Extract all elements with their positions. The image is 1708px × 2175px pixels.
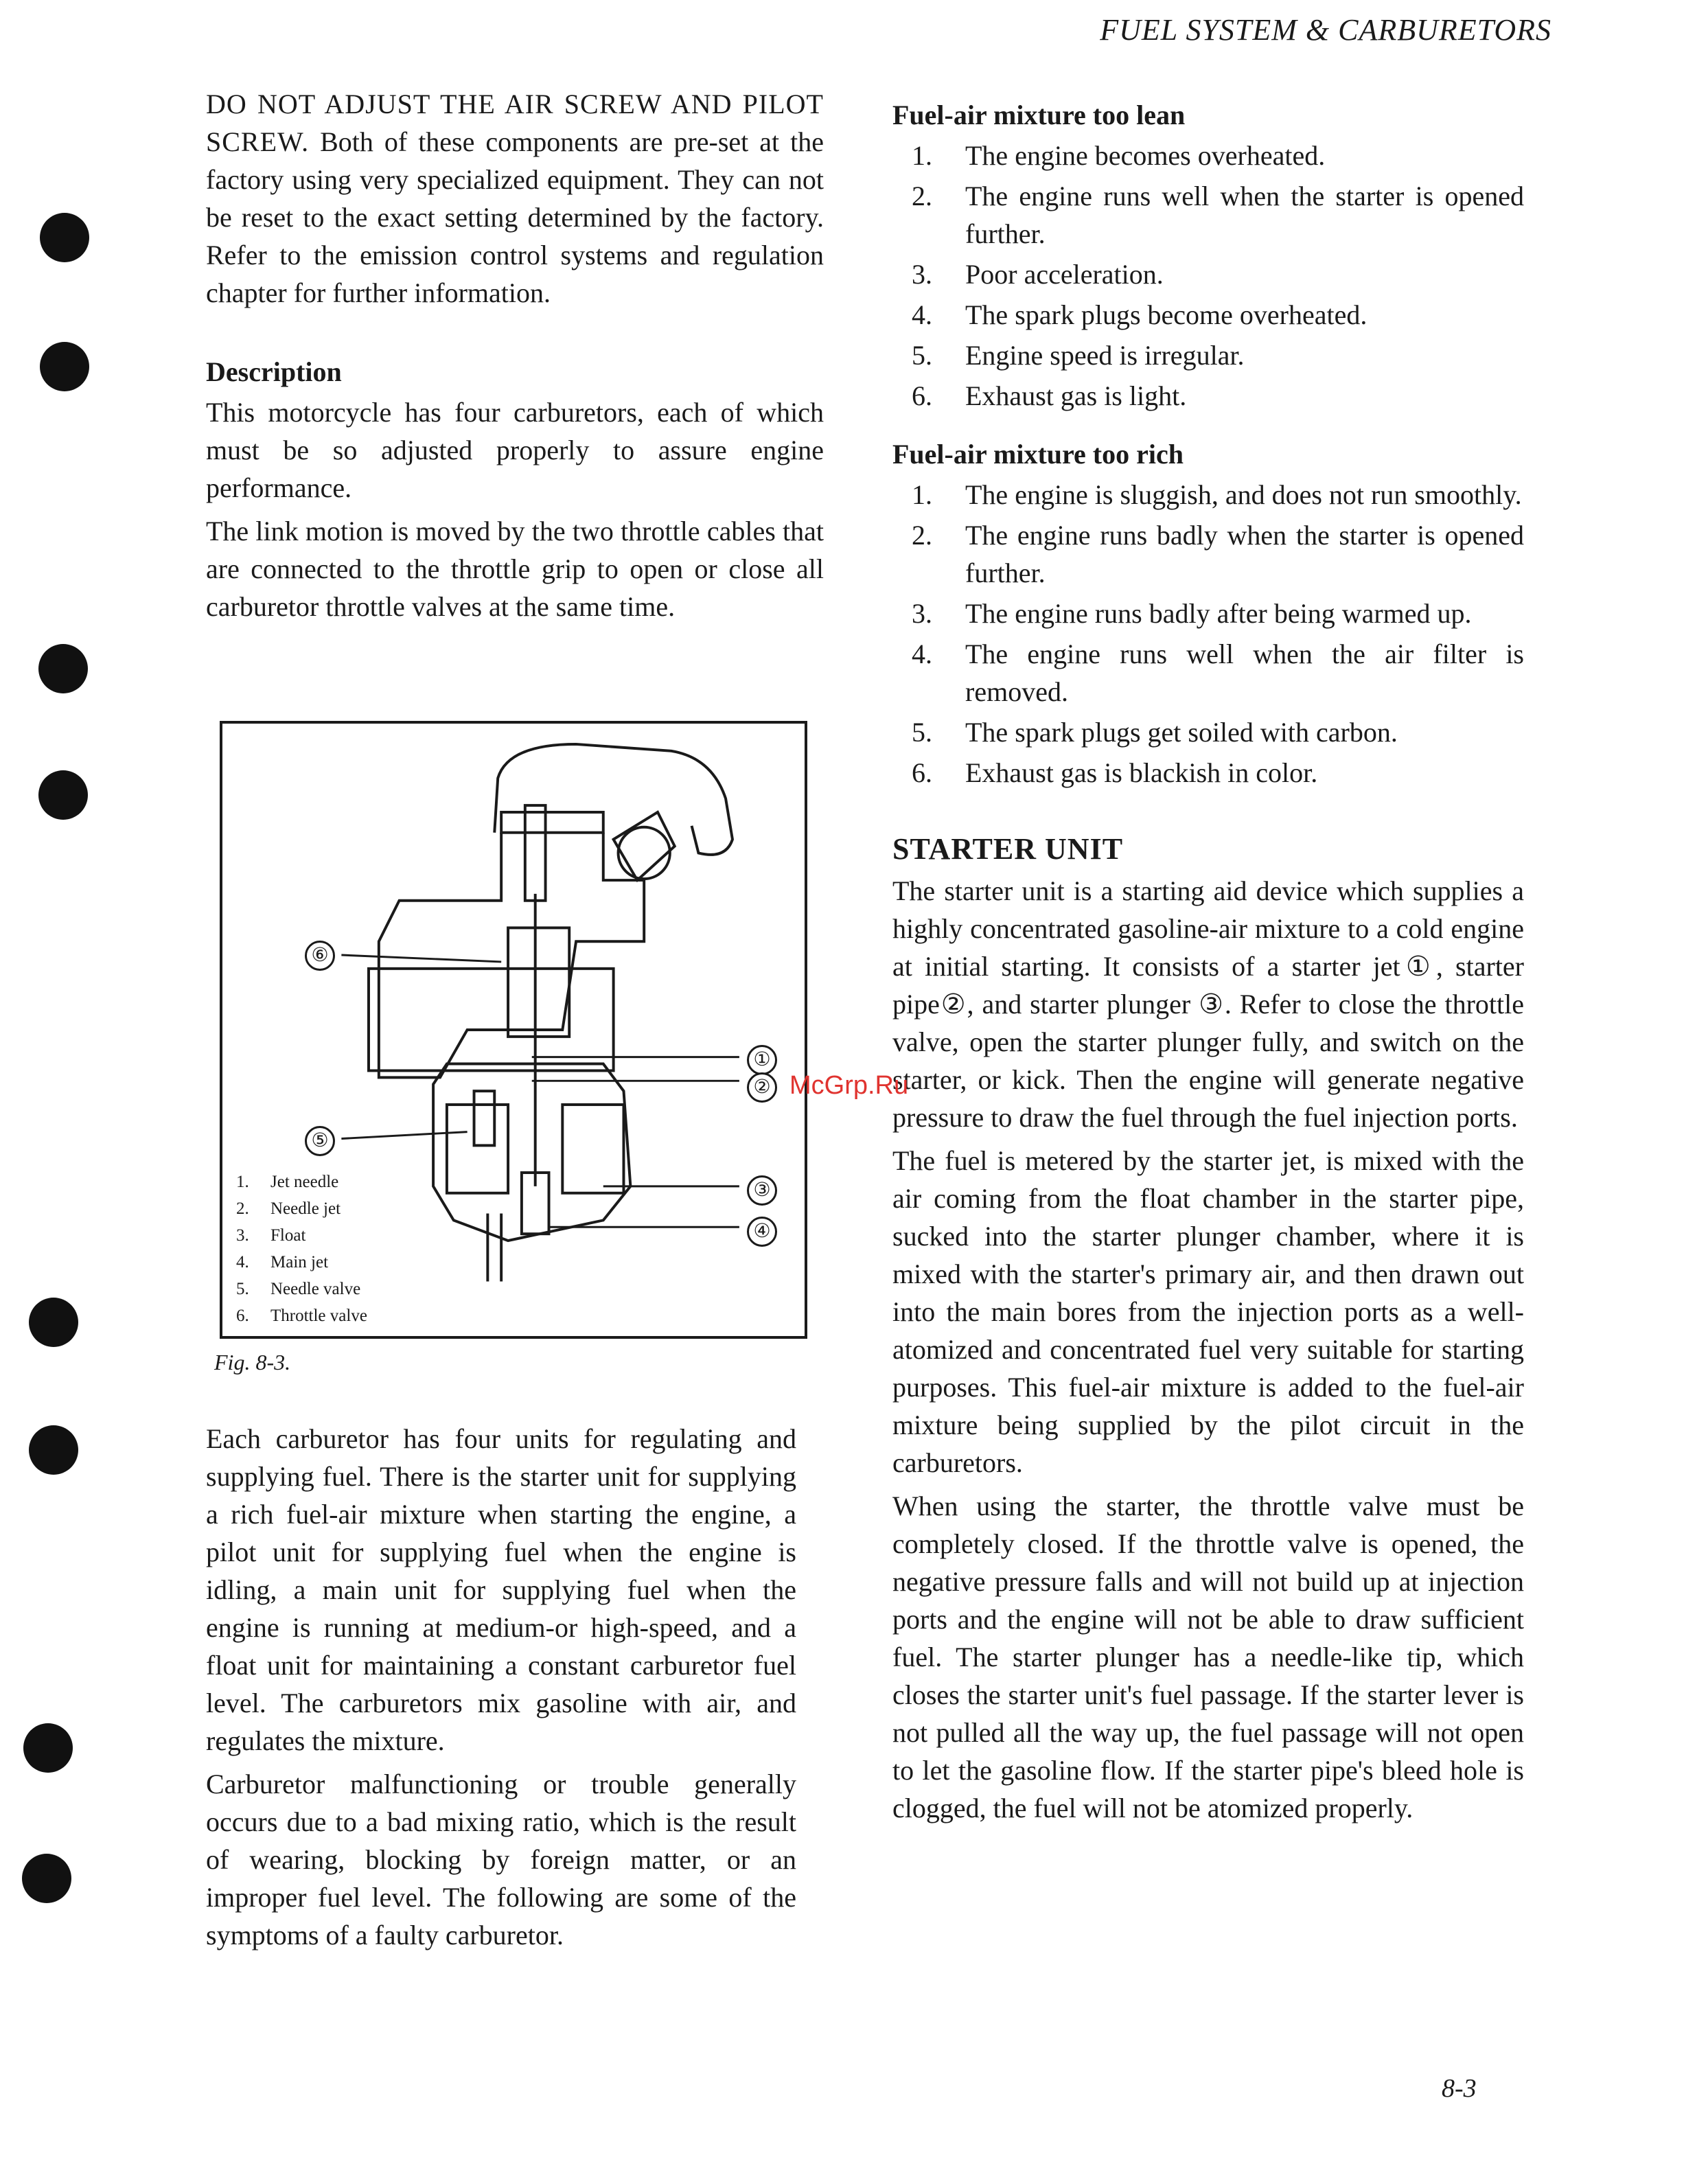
callout-4: ④ — [747, 1217, 777, 1247]
description-paragraph-2: The link motion is moved by the two throttle cables that are connected to the throttle grip to open or close all carburetor throttle valves at the same time. — [206, 516, 824, 622]
list-item: 2. The engine runs badly when the starter is opened further. — [912, 520, 1524, 588]
page-header: FUEL SYSTEM & CARBURETORS — [1100, 13, 1551, 47]
starter-paragraph-1: The starter unit is a starting aid device which supplies a highly concentrated gasoline-air mixture to a cold engine at initial starting. It consists of a starter jet①, starter pipe②, and starter plunger ③. Refer to close the throttle valve, open the starter plunger fully, and switch on the starter, or kick. Then the engine will generate negative pressure to draw the fuel through the fuel injection ports. — [892, 875, 1524, 1133]
binder-hole-dot — [29, 1298, 78, 1347]
callout-3: ③ — [747, 1175, 777, 1206]
starter-paragraph-3: When using the starter, the throttle valve must be completely closed. If the throttle valve is opened, the negative pressure falls and will not build up at injection ports and the engine will not be able to draw sufficient fuel. The starter plunger has a needle-like tip, which closes the starter unit's fuel passage. If the starter lever is not pulled all the way up, the fuel passage will not open to let the gasoline flow. If the starter pipe's bleed hole is clogged, the fuel will not be atomized properly. — [892, 1491, 1524, 1823]
list-item: 3. The engine runs badly after being warmed up. — [912, 598, 1472, 629]
list-item: 1. The engine is sluggish, and does not run smoothly. — [912, 479, 1522, 510]
binder-hole-dot — [38, 770, 88, 820]
leader-5 — [341, 1132, 467, 1139]
legend-item: 1. Jet needle — [236, 1173, 339, 1191]
description-paragraph-1: This motorcycle has four carburetors, each of which must be so adjusted properly to assure engine performance. — [206, 397, 824, 503]
list-item: 5. Engine speed is irregular. — [912, 340, 1245, 371]
link-arm — [614, 812, 675, 880]
description-heading: Description — [206, 356, 342, 387]
legend-item: 4. Main jet — [236, 1253, 329, 1271]
needle-holder — [525, 805, 546, 901]
carb-top-cap — [501, 812, 603, 833]
callout-5: ⑤ — [305, 1126, 335, 1156]
link-arm-pivot — [619, 827, 670, 879]
list-item: 1. The engine becomes overheated. — [912, 140, 1326, 171]
binder-hole-dot — [40, 213, 89, 262]
watermark-text: McGrp.Ru — [789, 1071, 909, 1100]
lean-heading: Fuel-air mixture too lean — [892, 100, 1186, 130]
warning-rest: Both of these components are pre-set at the factory using very specialized equipment. They can not be reset to the exact setting determined by the factory. Refer to the emission control systems and regulation chapter for further information. — [206, 126, 824, 308]
warning-caps: DO NOT ADJUST THE AIR SCREW AND PILOT SCREW. — [206, 89, 824, 157]
throttle-valve — [508, 928, 569, 1037]
callout-6: ⑥ — [305, 941, 335, 971]
body-paragraph-3: Each carburetor has four units for regulating and supplying fuel. There is the starter unit for supplying a rich fuel-air mixture when starting the engine, a pilot unit for supplying fuel when the engine is idling, a main unit for supplying fuel when the engine is running at medium-or high-speed, and a float unit for maintaining a constant carburetor fuel level. The carburetors mix gasoline with air, and regulates the mixture. — [206, 1423, 796, 1756]
intake-bore — [369, 969, 614, 1071]
carburetor-figure — [220, 721, 807, 1339]
page-number: 8-3 — [1442, 2074, 1477, 2103]
figure-caption: Fig. 8-3. — [214, 1350, 291, 1374]
float-bowl — [433, 1064, 630, 1241]
list-item: 4. The spark plugs become overheated. — [912, 299, 1367, 330]
left-column-bottom — [206, 1420, 796, 1959]
legend-item: 5. Needle valve — [236, 1280, 361, 1298]
legend-item: 6. Throttle valve — [236, 1307, 367, 1325]
leader-6 — [341, 955, 501, 962]
list-item: 5. The spark plugs get soiled with carbon. — [912, 717, 1398, 748]
body-paragraph-4: Carburetor malfunctioning or trouble generally occurs due to a bad mixing ratio, which is the result of wearing, blocking by foreign matter, or an improper fuel level. The following are some of the symptoms of a faulty carburetor. — [206, 1769, 796, 1950]
rich-symptom-list — [892, 476, 1524, 792]
figure-legend — [236, 1169, 367, 1329]
float-left — [447, 1105, 508, 1193]
warning-paragraph — [206, 85, 824, 312]
list-item: 2. The engine runs well when the starter is opened further. — [912, 181, 1524, 249]
lean-symptom-list — [892, 137, 1524, 415]
callout-1: ① — [747, 1045, 777, 1075]
right-column — [892, 96, 1524, 1832]
starter-paragraph-2: The fuel is metered by the starter jet, is mixed with the air coming from the float chamber in the starter pipe, sucked into the starter plunger chamber, where it is mixed with the starter's primary air, and then drawn out into the main bores from the injection ports as a well-atomized and concentrated fuel very suitable for starting purposes. This fuel-air mixture is added to the fuel-air mixture being supplied by the pilot circuit in the carburetors. — [892, 1145, 1524, 1478]
left-column-top — [206, 85, 824, 631]
drain-tube — [487, 1213, 501, 1281]
binder-hole-dot — [22, 1854, 71, 1903]
binder-hole-dot — [23, 1723, 73, 1773]
callout-2: ② — [747, 1072, 777, 1103]
float-right — [562, 1105, 623, 1193]
legend-item: 2. Needle jet — [236, 1199, 341, 1218]
binder-hole-dot — [29, 1425, 78, 1475]
list-item: 3. Poor acceleration. — [912, 259, 1164, 290]
carb-body-outline — [379, 833, 644, 1078]
list-item: 4. The engine runs well when the air filter is removed. — [912, 638, 1524, 707]
needle-valve — [474, 1091, 495, 1145]
list-item: 6. Exhaust gas is light. — [912, 380, 1187, 411]
legend-item: 3. Float — [236, 1226, 306, 1245]
list-item: 6. Exhaust gas is blackish in color. — [912, 757, 1318, 788]
rich-heading: Fuel-air mixture too rich — [892, 439, 1184, 470]
binder-hole-dot — [40, 342, 89, 391]
starter-unit-heading: STARTER UNIT — [892, 832, 1124, 866]
binder-hole-dot — [38, 644, 88, 693]
